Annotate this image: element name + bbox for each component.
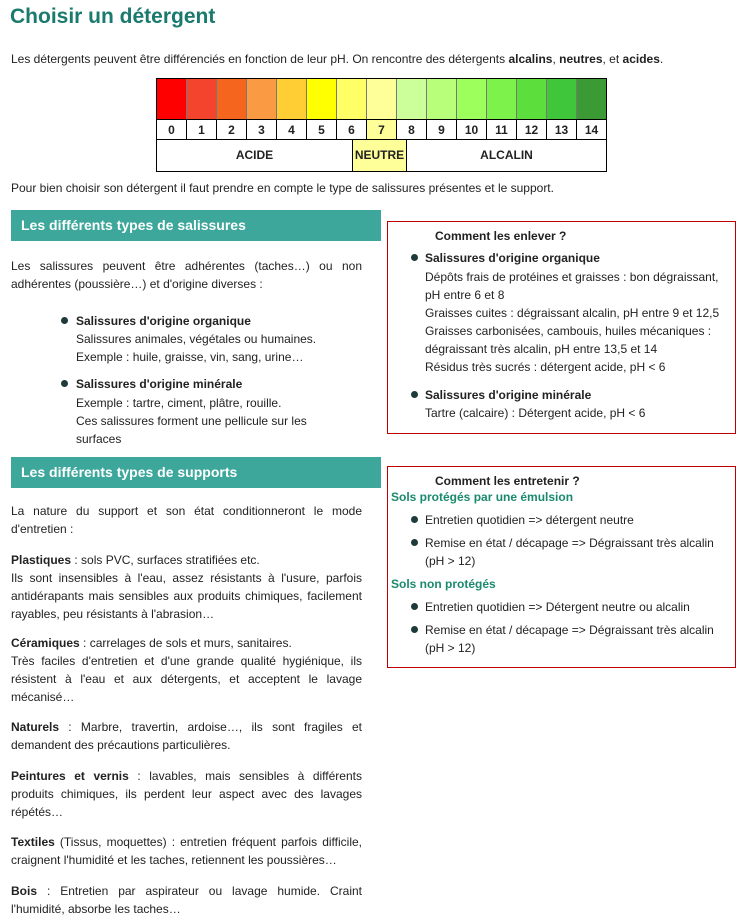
ph-scale [156, 78, 607, 172]
salissures-minerale-line1: Exemple : tartre, ciment, plâtre, rouille. [76, 396, 282, 410]
ph-label-neutre: NEUTRE [353, 140, 407, 171]
enlever-line5: dégraissant très alcalin, pH entre 13,5 et 14 [425, 342, 658, 356]
support-ceramiques-desc: Très faciles d'entretien et d'une grande qualité hygiénique, ils résistent à l'eau et aux détergents, et acceptent le lavage mécanisé… [11, 654, 362, 704]
supports-heading: Les différents types de supports [11, 457, 381, 488]
ph-number-cell: 8 [397, 120, 427, 139]
intro-comma: , [552, 52, 560, 66]
enlever-box [387, 221, 736, 434]
ph-color-cell [187, 79, 217, 119]
ph-color-cell [517, 79, 547, 119]
ph-number-cell: 10 [457, 120, 487, 139]
support-bois [11, 882, 362, 918]
support-plastiques [11, 551, 362, 623]
intro-neutres: neutres [559, 52, 603, 66]
proteges-line2a: Remise en état / décapage => Dégraissant très alcalin [425, 536, 714, 550]
advice-text: Pour bien choisir son détergent il faut prendre en compte le type de salissures présentes et le support. [11, 181, 554, 195]
salissures-minerale-title-text: Salissures d'origine minérale [76, 377, 243, 391]
ph-number-cell: 5 [307, 120, 337, 139]
intro-prefix: Les détergents peuvent être différenciés en fonction de leur pH. On rencontre des détergents [11, 52, 509, 66]
sols-non-proteges-heading: Sols non protégés [391, 577, 496, 591]
proteges-line1: Entretien quotidien => détergent neutre [425, 513, 634, 527]
bullet-icon [411, 603, 418, 610]
salissures-minerale-title [76, 375, 242, 393]
support-peintures-label: Peintures et vernis [11, 769, 129, 783]
entretenir-box [387, 466, 736, 668]
support-naturels-text: : Marbre, travertin, ardoise…, ils sont fragiles et demandent des précautions particulières. [11, 720, 362, 752]
enlever-minerale-title [425, 386, 591, 404]
enlever-line4: Graisses carbonisées, cambouis, huiles mécaniques : [425, 324, 712, 338]
enlever-organique-title [425, 249, 600, 267]
ph-number-cell: 11 [487, 120, 517, 139]
salissures-organique-line1: Salissures animales, végétales ou humaines. [76, 332, 317, 346]
support-bois-label: Bois [11, 884, 38, 898]
support-plastiques-label: Plastiques [11, 553, 72, 567]
salissures-minerale-line2: Ces salissures forment une pellicule sur les [76, 414, 307, 428]
ph-number-cell: 3 [247, 120, 277, 139]
support-naturels [11, 718, 362, 754]
ph-color-cell [307, 79, 337, 119]
intro-alcalins: alcalins [508, 52, 553, 66]
ph-label-alcalin: ALCALIN [480, 148, 533, 162]
ph-color-cell [157, 79, 187, 119]
non-proteges-line1: Entretien quotidien => Détergent neutre ou alcalin [425, 600, 690, 614]
ph-label-row [157, 140, 606, 171]
ph-color-cell [337, 79, 367, 119]
ph-number-cell: 12 [517, 120, 547, 139]
support-textiles-text: (Tissus, moquettes) : entretien fréquent parfois difficile, craignent l'humidité et les taches, retiennent les poussières… [11, 835, 362, 867]
bullet-icon [411, 626, 418, 633]
enlever-line1: Dépôts frais de protéines et graisses : bon dégraissant, [425, 270, 719, 284]
bullet-icon [411, 254, 418, 261]
ph-label-acide: ACIDE [157, 140, 353, 171]
salissures-organique-title [76, 312, 251, 330]
support-naturels-label: Naturels [11, 720, 60, 734]
enlever-line2: pH entre 6 et 8 [425, 288, 505, 302]
supports-intro: La nature du support et son état conditionneront le mode d'entretien : [11, 504, 362, 536]
enlever-line6: Résidus très sucrés : détergent acide, pH < 6 [425, 360, 666, 374]
support-peintures [11, 767, 362, 821]
intro-end: . [659, 52, 664, 66]
support-ceramiques-text: : carrelages de sols et murs, sanitaires. [79, 636, 292, 650]
ph-color-cell [277, 79, 307, 119]
salissures-intro: Les salissures peuvent être adhérentes (taches…) ou non adhérentes (poussière…) et d'origine diverses : [11, 259, 362, 291]
enlever-minerale-title-text: Salissures d'origine minérale [425, 388, 592, 402]
ph-number-cell: 2 [217, 120, 247, 139]
ph-number-cell: 1 [187, 120, 217, 139]
ph-number-cell: 4 [277, 120, 307, 139]
intro-text [11, 52, 663, 66]
ph-color-cell [397, 79, 427, 119]
ph-color-cell [457, 79, 487, 119]
support-bois-text: : Entretien par aspirateur ou lavage humide. Craint l'humidité, absorbe les taches… [11, 884, 362, 916]
ph-number-cell: 7 [367, 120, 397, 139]
bullet-icon [61, 380, 68, 387]
ph-color-cell [577, 79, 606, 119]
ph-color-row [157, 79, 606, 120]
ph-color-cell [427, 79, 457, 119]
support-ceramiques [11, 634, 362, 706]
enlever-organique-title-text: Salissures d'origine organique [425, 251, 600, 265]
page-title: Choisir un détergent [10, 5, 216, 28]
entretenir-title: Comment les entretenir ? [435, 474, 580, 488]
ph-number-cell: 9 [427, 120, 457, 139]
support-plastiques-desc: Ils sont insensibles à l'eau, assez résistants à l'usure, parfois antidérapants mais sensibles aux produits chimiques, facilement rayables, peu résistants à l'abrasion… [11, 571, 362, 621]
support-peintures-text: : lavables, mais sensibles à différents produits chimiques, ils perdent leur aspect avec des lavages répétés… [11, 769, 362, 819]
bullet-icon [411, 516, 418, 523]
ph-number-row [157, 120, 606, 140]
salissures-organique-line2: Exemple : huile, graisse, vin, sang, urine… [76, 350, 304, 364]
support-textiles-label: Textiles [11, 835, 55, 849]
bullet-icon [411, 391, 418, 398]
sols-proteges-heading: Sols protégés par une émulsion [391, 490, 574, 504]
ph-color-cell [247, 79, 277, 119]
ph-number-cell: 0 [157, 120, 187, 139]
intro-acides: acides [622, 52, 660, 66]
support-plastiques-text: : sols PVC, surfaces stratifiées etc. [71, 553, 260, 567]
ph-color-cell [217, 79, 247, 119]
support-ceramiques-label: Céramiques [11, 636, 80, 650]
salissures-heading: Les différents types de salissures [11, 210, 381, 241]
salissures-minerale-line3: surfaces [76, 432, 122, 446]
salissures-organique-title-text: Salissures d'origine organique [76, 314, 251, 328]
ph-number-cell: 6 [337, 120, 367, 139]
non-proteges-line2b: (pH > 12) [425, 641, 476, 655]
ph-color-cell [367, 79, 397, 119]
enlever-line7: Tartre (calcaire) : Détergent acide, pH < 6 [425, 406, 646, 420]
enlever-line3: Graisses cuites : dégraissant alcalin, pH entre 9 et 12,5 [425, 306, 720, 320]
support-textiles [11, 833, 362, 869]
proteges-line2b: (pH > 12) [425, 554, 476, 568]
ph-color-cell [487, 79, 517, 119]
intro-and: , et [602, 52, 623, 66]
bullet-icon [411, 539, 418, 546]
ph-number-cell: 13 [547, 120, 577, 139]
ph-color-cell [547, 79, 577, 119]
non-proteges-line2a: Remise en état / décapage => Dégraissant très alcalin [425, 623, 714, 637]
ph-number-cell: 14 [584, 123, 599, 137]
enlever-title: Comment les enlever ? [435, 229, 567, 243]
bullet-icon [61, 317, 68, 324]
